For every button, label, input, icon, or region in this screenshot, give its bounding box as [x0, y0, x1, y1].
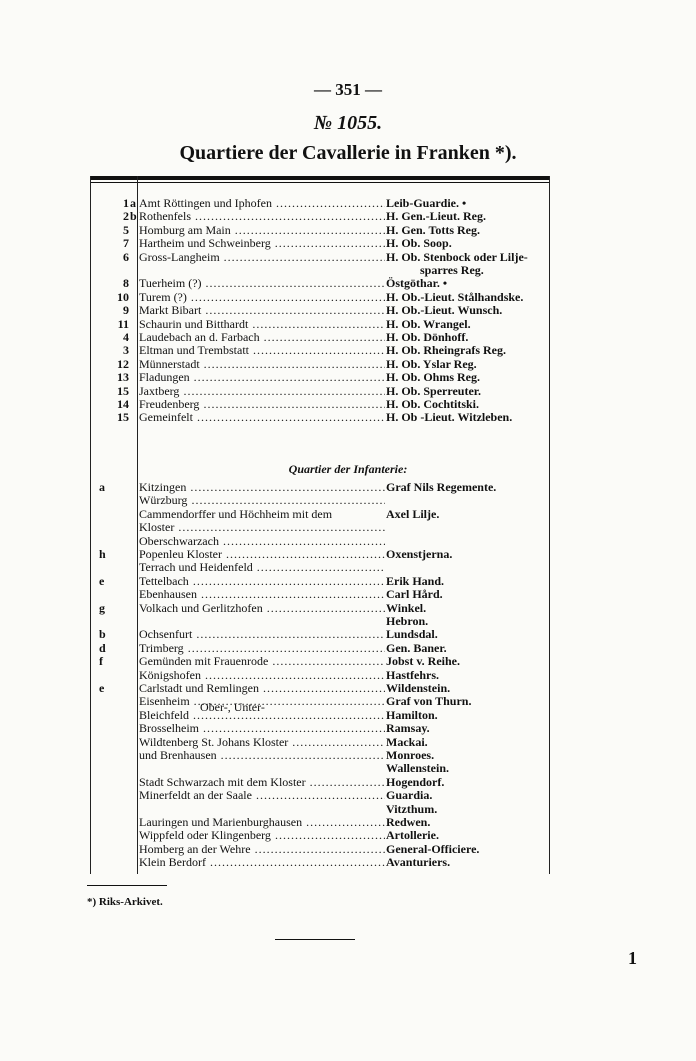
table-top-rule-thick	[90, 176, 550, 180]
unit-name: H. Ob. Dönhoff.	[386, 330, 469, 344]
quarter-place: Eisenheim .....	[139, 694, 385, 709]
unit-name: Wildenstein.	[386, 681, 451, 695]
quarter-place: Wippfeld oder Klingenberg .....	[139, 828, 385, 843]
quarter-place: Tuerheim (?) .....	[139, 276, 385, 291]
regiment-number: 7	[123, 236, 129, 251]
table-row	[95, 855, 555, 870]
regiment-number: 14	[117, 397, 129, 411]
regiment-number: 13	[117, 370, 129, 385]
unit-name: H. Gen.-Lieut. Reg.	[386, 209, 486, 224]
quarter-place: Laudebach an d. Farbach .....	[139, 330, 385, 345]
regiment-number: 4	[123, 330, 129, 344]
row-mark: b	[99, 627, 106, 642]
row-mark: e	[99, 681, 105, 695]
unit-name: H. Ob. Yslar Reg.	[386, 356, 477, 371]
quarter-place: Stadt Schwarzach mit dem Kloster .....	[139, 775, 385, 790]
unit-name: Hamilton.	[386, 707, 438, 722]
regiment-number: 3	[123, 343, 129, 358]
unit-name: Vitzthum.	[386, 801, 438, 816]
quarter-place: Hartheim und Schweinberg .....	[139, 236, 385, 251]
unit-name: H. Ob. Sperreuter.	[386, 383, 481, 398]
unit-name: General-Officiere.	[386, 841, 480, 856]
quarter-place: Klein Berdorf .....	[139, 855, 385, 870]
quarter-place: Oberschwarzach .....	[139, 534, 385, 549]
quarter-place: Ebenhausen .....	[139, 587, 385, 602]
unit-name: Winkel.	[386, 600, 427, 615]
quarter-place: Carlstadt und Remlingen .....	[139, 681, 385, 696]
unit-name: Leib-Guardie. •	[386, 196, 467, 210]
quarter-place: Trimberg .....	[139, 641, 385, 656]
unit-name: Graf von Thurn.	[386, 694, 472, 709]
quarter-place: Eltman und Trembstatt .....	[139, 343, 385, 358]
regiment-number: 6	[123, 249, 129, 264]
unit-name: Oxenstjerna.	[386, 547, 453, 561]
row-mark: f	[99, 654, 103, 669]
quarter-place: Amt Röttingen und Iphofen .....	[139, 196, 385, 211]
unit-name: Guardia.	[386, 788, 433, 803]
unit-name: H. Ob. Rheingrafs Reg.	[386, 343, 506, 358]
unit-name: Mackai.	[386, 734, 428, 749]
unit-name: H. Ob. Soop.	[386, 236, 452, 251]
page-edge-mark: 1	[628, 948, 637, 968]
quarter-place: Schaurin und Bitthardt .....	[139, 317, 385, 332]
regiment-number: 12	[117, 356, 129, 371]
quarter-place: Jaxtberg .....	[139, 384, 385, 399]
quarter-place: Bleichfeld .....	[139, 708, 385, 723]
regiment-number: 2	[123, 209, 129, 224]
bottom-rule	[275, 939, 355, 940]
quarter-place: Homberg an der Wehre .....	[139, 842, 385, 857]
quarter-place: Minerfeldt an der Saale .....	[139, 788, 385, 803]
table-left-border	[90, 176, 91, 874]
unit-name: H. Ob.-Lieut. Wunsch.	[386, 303, 503, 318]
quarter-place: Terrach und Heidenfeld .....	[139, 560, 385, 575]
quarter-place: Kloster .....	[139, 520, 385, 535]
unit-name: H. Ob. Stenbock oder Lilje-	[386, 249, 528, 264]
unit-name: Carl Hård.	[386, 587, 443, 602]
quarter-place: Lauringen und Marienburghausen .....	[139, 815, 385, 830]
unit-name: Axel Lilje.	[386, 506, 440, 521]
unit-name: H. Gen. Totts Reg.	[386, 222, 481, 237]
regiment-number: 8	[123, 276, 129, 291]
quarter-place: Tettelbach .....	[139, 574, 385, 589]
unit-name: Wallenstein.	[386, 761, 450, 776]
row-letter: a	[130, 196, 136, 210]
unit-name: H. Ob.-Lieut. Stålhandske.	[386, 289, 524, 304]
regiment-number: 15	[117, 383, 129, 398]
quarter-place: Turem (?) .....	[139, 290, 385, 305]
unit-name: Lundsdal.	[386, 627, 438, 642]
unit-name: H. Ob. Wrangel.	[386, 316, 471, 331]
page-number: — 351 —	[314, 80, 382, 99]
quarter-place: Gemeinfelt .....	[139, 410, 385, 425]
quarter-place: Cammendorffer und Höchheim mit dem	[139, 506, 333, 521]
quarter-place: Gross-Langheim .....	[139, 250, 385, 265]
quarter-place: Ochsenfurt .....	[139, 627, 385, 642]
row-mark: g	[99, 600, 105, 615]
quarter-place: Münnerstadt .....	[139, 357, 385, 372]
unit-name: Avanturiers.	[386, 855, 451, 870]
regiment-number: 5	[123, 222, 129, 237]
quarter-place: Kitzingen .....	[139, 480, 385, 495]
row-mark: h	[99, 547, 106, 561]
unit-name: Erik Hand.	[386, 573, 445, 588]
quarter-place: Brosselheim .....	[139, 721, 385, 736]
footnote: *) Riks-Arkivet.	[87, 896, 163, 908]
unit-name: Östgöthar. •	[386, 276, 448, 291]
row-mark: e	[99, 573, 105, 588]
regiment-number: 1	[123, 196, 129, 210]
unit-name: Hogendorf.	[386, 774, 445, 789]
quarter-place: Freudenberg .....	[139, 397, 385, 412]
unit-name: Monroes.	[386, 748, 435, 762]
unit-name: H. Ob. Ohms Reg.	[386, 370, 481, 385]
footnote-rule	[87, 885, 167, 886]
unit-name: H. Ob. Cochtitski.	[386, 397, 480, 411]
table-top-rule-thin	[90, 182, 550, 183]
quarter-place: Würzburg .....	[139, 493, 385, 508]
unit-name: Artollerie.	[386, 828, 439, 843]
quarter-place: Gemünden mit Frauenrode .....	[139, 654, 385, 669]
quarter-place: Popenleu Kloster .....	[139, 547, 385, 562]
eisenheim-bleichfeld-label: Ober-, Unter-	[200, 700, 265, 714]
unit-name: Hebron.	[386, 614, 429, 628]
quarter-place: Königshofen .....	[139, 668, 385, 683]
regiment-number: 15	[117, 410, 129, 425]
regiment-number: 10	[117, 289, 129, 304]
unit-name: Hastfehrs.	[386, 667, 439, 682]
table-row	[95, 410, 555, 425]
unit-name: Ramsay.	[386, 721, 430, 736]
row-mark: a	[99, 480, 105, 494]
quarter-place: Wildtenberg St. Johans Kloster .....	[139, 735, 385, 750]
unit-name: Gen. Baner.	[386, 640, 447, 655]
unit-name: sparres Reg.	[420, 263, 484, 277]
quarter-place: Fladungen .....	[139, 370, 385, 385]
unit-name: Graf Nils Regemente.	[386, 480, 497, 494]
quarter-place: Volkach und Gerlitzhofen .....	[139, 601, 385, 616]
regiment-number: 9	[123, 303, 129, 318]
regiment-number: 11	[117, 316, 129, 331]
row-mark: d	[99, 640, 106, 655]
quarter-place: Homburg am Main .....	[139, 223, 385, 238]
unit-name: H. Ob -Lieut. Witzleben.	[386, 410, 513, 425]
unit-name: Redwen.	[386, 815, 431, 829]
unit-name: Jobst v. Reihe.	[386, 654, 461, 669]
page-title: Quartiere der Cavallerie in Franken *).	[179, 142, 517, 164]
row-letter: b	[130, 209, 137, 224]
quarter-place: und Brenhausen .....	[139, 748, 385, 763]
quarter-place: Rothenfels .....	[139, 209, 385, 224]
quarter-place: Markt Bibart .....	[139, 303, 385, 318]
document-number: № 1055.	[313, 112, 383, 134]
infantry-heading: Quartier der Infanterie:	[288, 462, 408, 476]
